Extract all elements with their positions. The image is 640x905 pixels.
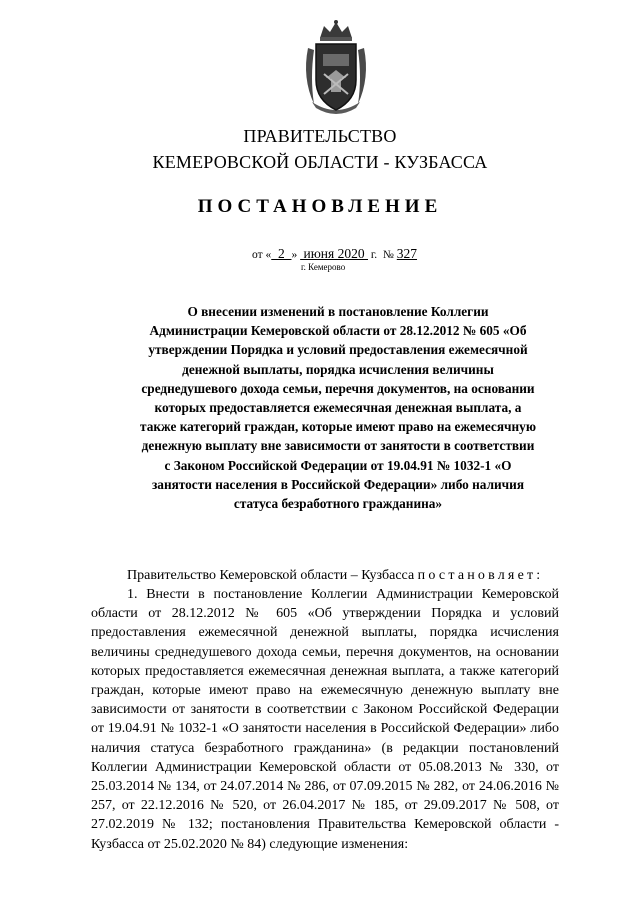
intro-lead: Правительство Кемеровской области – Кузбасса bbox=[127, 568, 418, 583]
document-type-title: ПОСТАНОВЛЕНИЕ bbox=[197, 196, 443, 217]
date-day: 2 bbox=[271, 246, 292, 261]
date-prefix: от « bbox=[252, 249, 272, 261]
date-mid: » bbox=[291, 249, 298, 261]
city-name: г. Кемерово bbox=[301, 262, 346, 272]
kemerovo-coat-of-arms-icon bbox=[296, 18, 376, 118]
number-label: № bbox=[382, 249, 394, 261]
intro-resolves: постановляет: bbox=[417, 568, 544, 583]
document-subject: О внесении изменений в постановление Коллегии Администрации Кемеровской области от 28.12.2012 № 605 «Об утверждении Порядка и условий предоставления ежемесячной денежной выплаты, порядка исчисления величины среднедушевого дохода семьи, перечня документов, на основании которых предоставляется ежемесячная денежная выплата, а также категорий граждан, которые имеют право на ежемесячную денежную выплату вне зависимости от занятости в соответствии с Законом Российской Федерации от 19.04.91 № 1032-1 «О занятости населения в Российской Федерации» либо наличия статуса безработного гражданина» bbox=[140, 304, 536, 512]
date-year-suffix: г. bbox=[370, 249, 378, 261]
government-name-line1: ПРАВИТЕЛЬСТВО bbox=[243, 126, 397, 146]
government-name-line2: КЕМЕРОВСКОЙ ОБЛАСТИ - КУЗБАССА bbox=[152, 152, 488, 172]
date-number-line bbox=[252, 246, 417, 262]
intro-paragraph bbox=[91, 566, 559, 585]
document-number: 327 bbox=[396, 246, 418, 261]
date-month-year: июня 2020 bbox=[300, 246, 368, 261]
paragraph-1: 1. Внести в постановление Коллегии Администрации Кемеровской области от 28.12.2012 № 605 «Об утверждении Порядка и условий предоставления ежемесячной денежной выплаты, порядка исчисления величины среднедушевого дохода семьи, перечня документов, на основании которых предоставляется ежемесячная денежная выплата, а также категорий граждан, которые имеют право на ежемесячную денежную выплату вне зависимости от занятости в соответствии с Законом Российской Федерации от 19.04.91 № 1032-1 «О занятости населения в Российской Федерации» либо наличия статуса безработного гражданина» (в редакции постановлений Коллегии Администрации Кемеровской области от 05.08.2013 № 330, от 25.03.2014 № 134, от 24.07.2014 № 286, от 07.09.2015 № 282, от 24.06.2016 № 257, от 22.12.2016 № 520, от 26.04.2017 № 185, от 29.09.2017 № 508, от 27.02.2019 № 132; постановления Правительства Кемеровской области - Кузбасса от 25.02.2020 № 84) следующие изменения: bbox=[91, 587, 559, 852]
